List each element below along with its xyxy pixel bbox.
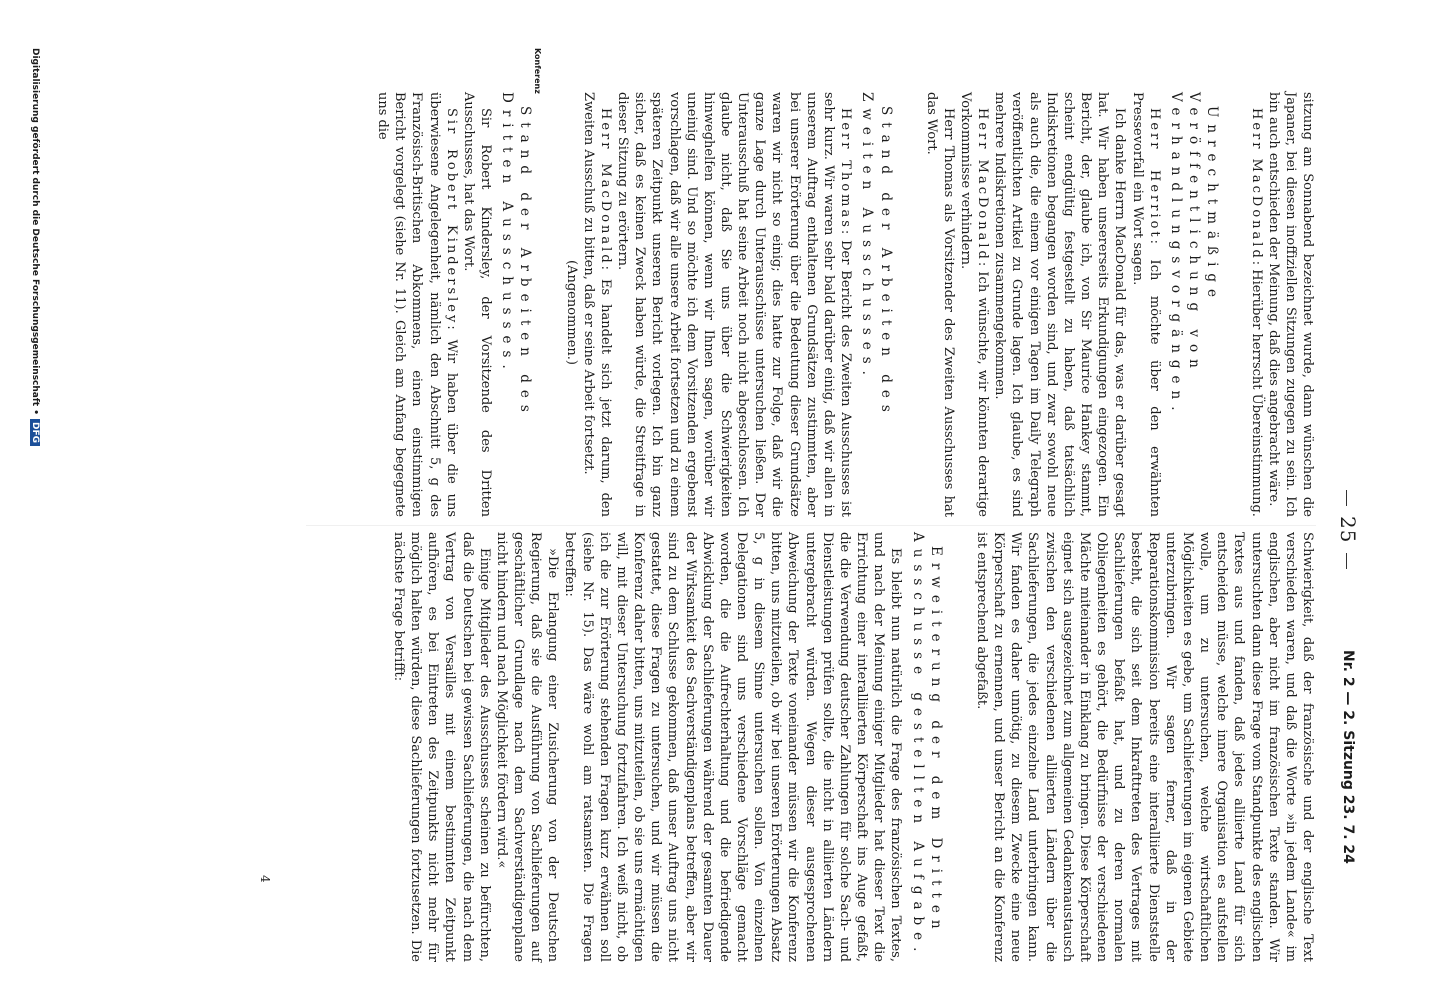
speaker-name: Herr MacDonald [975,108,991,262]
right-column [390,532,1316,962]
speaker-name: Herr MacDonald [1248,108,1264,261]
section-heading: Stand der Arbeiten des Dritten Ausschusses. [499,92,534,419]
paragraph [614,92,854,517]
footer-mark: Konferenz [533,48,542,94]
paragraph: Ich danke Herrn MacDonald für das, was er darüber gesagt hat. Wir haben unsererseits Erkundigungen eingezogen. Ein Bericht, der, glaube ich, von Sir Maurice Hankey stammt, scheint endgültig festgestellt zu haben, daß tatsächlich Indiskretionen begangen worden sind, und zwar sowohl neue als auch die, die einem vor einigen Tagen im Daily Telegraph veröffentlichten Artikel zu Grunde lagen. Ich glaube, es sind mehrere Indiskretionen zusammengekommen. [992,92,1128,517]
paragraph: Es bleibt nun natürlich die Frage des französischen Textes, und nach der Meinung einiger Mitglieder hat dieser Text die Errichtung einer interalliierten Körperschaft ins Auge gefaßt, die die Verwendung deutscher Zahlungen für solche Sach- und Dienstleistungen prüfen sollte, die nicht in alliierten Ländern untergebracht würden. Wegen dieser ausgesprochenen Abweichung der Texte voneinander müssen wir die Konferenz bitten, uns mitzuteilen, ob wir bei unseren Erörterungen Absatz 5, g in diesem Sinne untersuchen sollen. Von einzelnen Delegationen sind uns verschiedene Vorschläge gemacht worden, die die Aufrechterhaltung und die befriedigende Abwicklung der Sachlieferungen während der gesamten Dauer der Wirksamkeit des Sachverständigenplans betreffen, aber wir sind zu dem Schlusse gekommen, daß unser Auftrag uns nicht gestattet, diese Fragen zu untersuchen, und wir müssen die Konferenz daher bitten, uns mitzuteilen, ob sie uns ermächtigen will, mit dieser Untersuchung fortzufahren. Ich weiß nicht, ob ich die zur Erörterung stehenden Fragen kurz erwähnen soll (siehe Nr. 15). Das wäre wohl am ratsamsten. Die Fragen betreffen: [562,532,904,962]
quoted-passage: »Die Erlangung einer Zusicherung von der Deutschen Regierung, daß sie die Ausführung von Sachlieferungen auf geschäftlicher Grundlage nach dem Sachverständigenplane nicht hindern und nach Möglichkeit fördern wird.« [493,532,561,962]
section-heading: Unrechtmäßige Veröffentlichung von Verhandlungsvorgängen. [1167,92,1221,418]
running-title: Nr. 2 — 2. Sitzung 23. 7. 24 [1340,650,1356,864]
speech-text: : Ich wünschte, wir könnten derartige Vorkommnisse verhindern. [958,92,991,517]
speech-text: : Es handelt sich jetzt darum, den Zweiten Ausschuß zu bitten, daß er seine Arbeit fortsetzt. [580,92,613,517]
running-head [1324,40,1360,960]
paragraph [1128,92,1162,517]
footer-page-marker: 4 [258,875,272,883]
page-number: 25 [1336,480,1360,579]
speaker-name: Sir Robert Kindersley [443,108,459,326]
paragraph: Herr Thomas als Vorsitzender des Zweiten Ausschusses hat das Wort. [923,92,956,517]
paragraph: Einige Mitglieder des Ausschusses scheinen zu befürchten, daß die Deutschen bei gewissen Sachlieferungen, die nach dem Vertrag von Versailles mit einem bestimmten Zeitpunkt aufhören, es bei Eintreten des Zeitpunkts nicht mehr für möglich halten würden, diese Sachlieferungen fortzusetzen. Die nächste Frage betrifft: [390,532,492,962]
paragraph: Sir Robert Kindersley, der Vorsitzende des Dritten Ausschusses, hat das Wort. [460,92,493,517]
digitization-stamp [30,48,40,988]
column-divider [306,525,1316,526]
resolution-note: (Angenommen.) [563,260,579,365]
speech-text: : Ich möchte über den erwähnten Pressevorfall ein Wort sagen. [1129,92,1162,517]
speaker-name: Herr MacDonald [597,108,613,266]
stamp-text: Digitalisierung gefördert durch die Deutsche Forschungsgemeinschaft • [30,48,40,415]
left-column [374,92,1316,517]
paragraph: sitzung am Sonnabend bezeichnet wurde, dann wünschen die Japaner, bei diesen inoffiziellen Sitzungen zugegen zu sein. Ich bin auch entschieden der Meinung, daß dies angebracht wäre. [1265,92,1315,517]
speech-text: : Hierüber herrscht Übereinstimmung. [1248,260,1264,517]
paragraph [374,92,460,517]
speech-text: : Wir haben über die uns überwiesene Angelegenheit, nämlich den Abschnitt 5, g des Französisch-Britischen Abkommens, einen einstimmigen Bericht vorgelegt (siehe Nr. 11). Gleich am Anfang begegnete uns die [375,92,459,518]
paragraph [1247,92,1264,517]
section-heading: Erweiterung der dem Dritten Ausschusse gestellten Aufgabe. [909,532,944,959]
speaker-name: Herr Thomas [838,108,854,230]
paragraph: Schwierigkeit, daß der französische und der englische Text verschieden waren, und daß die Worte »in jedem Lande« im englischen, aber nicht im französischen Texte standen. Wir untersuchten dann diese Frage vom Standpunkte des englischen Textes aus und fanden, daß jedes alliierte Land für sich entscheiden müsse, welche innere Organisation es aufstellen wolle, um zu untersuchen, welche wirtschaftlichen Möglichkeiten es gebe, um Sachlieferungen im eigenen Gebiete unterzubringen. Wir sagen ferner, daß in der Reparationskommission bereits eine interalliierte Dienststelle besteht, die sich seit dem Inkrafttreten des Vertrages mit Sachlieferungen befaßt hat, und zu deren normalen Obliegenheiten es gehört, die Bedürfnisse der verschiedenen Mächte miteinander in Einklang zu bringen. Diese Körperschaft eignet sich ausgezeichnet zum allgemeinen Gedankenaustausch zwischen den verschiedenen alliierten Ländern über die Sachlieferungen, die jedes einzelne Land unterbringen kann. Wir fanden es daher unnötig, zu diesem Zwecke eine neue Körperschaft zu ernennen, und unser Bericht an die Konferenz ist entsprechend abgefaßt. [974,532,1315,962]
dfg-logo: DFG [30,419,40,446]
speaker-name: Herr Herriot [1146,108,1162,240]
paragraph [580,92,614,517]
speech-text: : Der Bericht des Zweiten Ausschusses ist sehr kurz. Wir waren sehr bald darüber einig, daß wir allen in unserem Auftrag enthaltenen Grundsätzen zustimmten, aber bei unserer Erörterung über die Bedeutung dieser Grundsätze waren wir nicht so einig; dies hatte zur Folge, daß wir die ganze Lage durch Unterausschüsse untersuchen ließen. Der Unterausschuß hat seine Arbeit noch nicht abgeschlossen. Ich glaube nicht, daß Sie uns über die Schwierigkeiten hinweghelfen können, wenn wir Ihnen sagen, worüber wir uneinig sind. Und so möchte ich dem Vorsitzenden ergebenst vorschlagen, daß wir alle unsere Arbeit fortsetzen und zu einem späteren Zeitpunkt unseren Bericht vorlegen. Ich bin ganz sicher, daß es keinen Zweck haben würde, die Streitfrage in dieser Sitzung zu erörtern. [615,92,854,517]
paragraph [957,92,991,517]
section-heading: Stand der Arbeiten des Zweiten Ausschusses. [859,92,894,419]
